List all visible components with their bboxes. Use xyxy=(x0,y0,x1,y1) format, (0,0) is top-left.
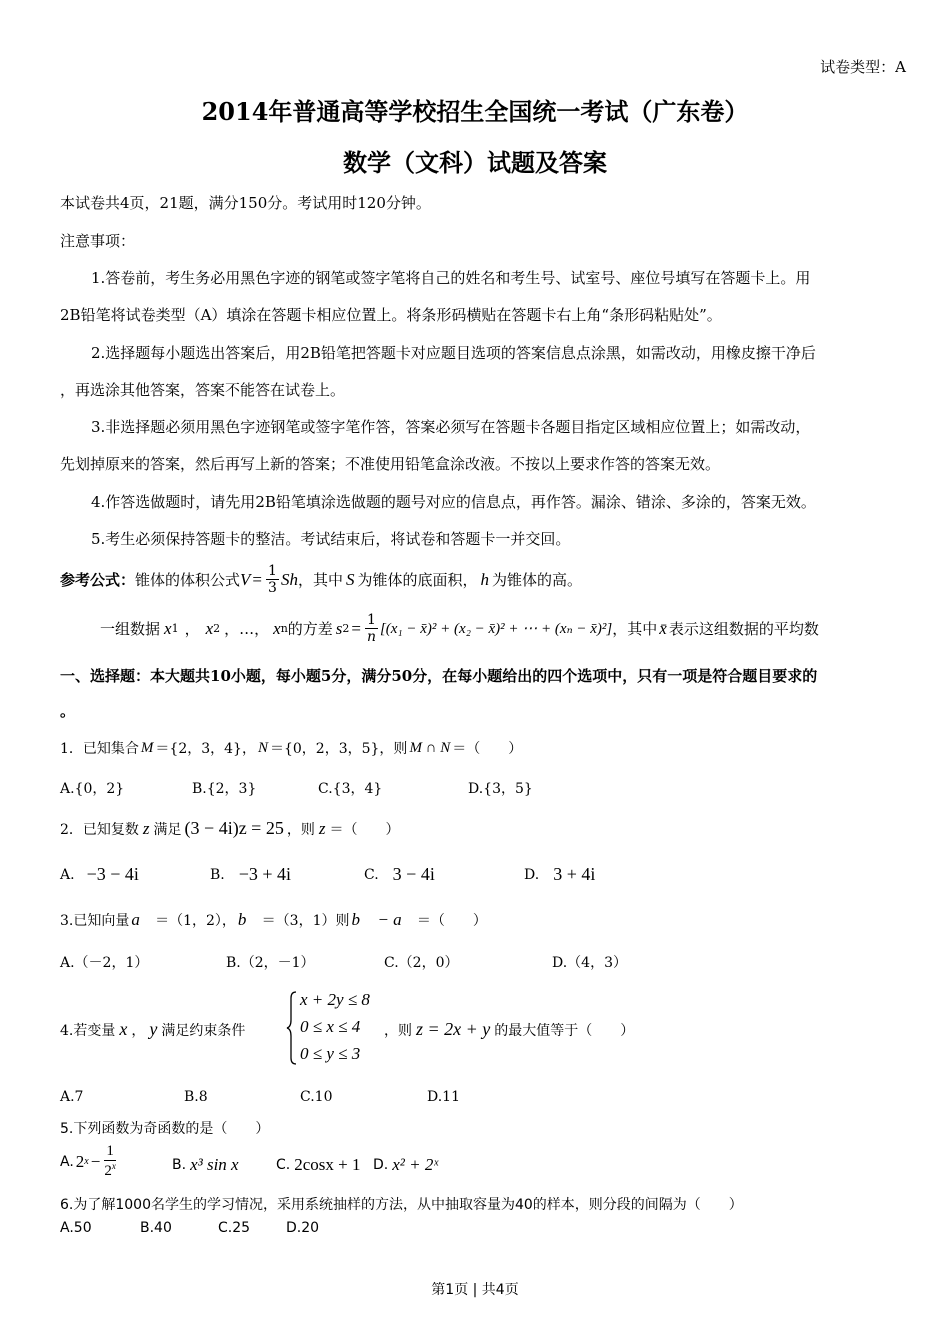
formula-text: ，…， xyxy=(224,620,270,638)
math-superscript: x xyxy=(84,1156,89,1167)
option-label: C. xyxy=(364,866,379,883)
notes-heading: 注意事项： xyxy=(60,232,136,250)
question-text: ，则 xyxy=(384,1022,412,1039)
math-var: s xyxy=(335,618,343,638)
answer-option[interactable]: C.（2，0） xyxy=(384,955,459,971)
answer-option[interactable]: B.8 xyxy=(184,1089,208,1105)
math-var: x xyxy=(273,618,281,638)
answer-option[interactable]: C.25 xyxy=(218,1220,251,1236)
fraction-denominator: 2 xyxy=(104,1163,112,1179)
math-var: Sh xyxy=(280,569,298,589)
question-text: ＝{0，2，3，5}，则 xyxy=(269,741,408,757)
brace-icon xyxy=(286,990,298,1066)
question-text: 满足约束条件 xyxy=(161,1022,246,1039)
question-text: 满足 xyxy=(153,821,182,838)
option-value: −3 − 4i xyxy=(86,864,139,884)
answer-option[interactable]: B.40 xyxy=(140,1220,172,1236)
paper-type: 试卷类型：A xyxy=(820,58,906,76)
math-vector: a⃗ xyxy=(131,910,154,929)
note-line: 3.非选择题必须用黑色字迹钢笔或签字笔作答，答案必须写在答题卡各题目指定区域相应位置上；如需改动， xyxy=(91,418,811,436)
formula-text: 锥体的体积公式 xyxy=(135,571,241,589)
math-subscript: n xyxy=(280,622,288,635)
math-op: = xyxy=(252,569,263,589)
answer-option[interactable]: A.50 xyxy=(60,1220,92,1236)
question-text: 4.若变量 xyxy=(60,1022,116,1039)
math-expression: z = 2x + y xyxy=(416,1019,491,1039)
answer-option[interactable] xyxy=(60,1144,118,1179)
constraint-line: 0 ≤ x ≤ 4 xyxy=(300,1017,361,1036)
fraction-numerator: 1 xyxy=(106,1143,114,1159)
option-label: A. xyxy=(60,866,75,883)
question-1-stem xyxy=(60,738,522,758)
question-2-stem xyxy=(60,818,399,839)
page-title: 2014年普通高等学校招生全国统一考试（广东卷） xyxy=(201,97,749,126)
math-expression: M ∩ N xyxy=(409,739,451,756)
fraction-denominator: n xyxy=(366,629,376,645)
question-text: ＝{2，3，4}， xyxy=(155,741,256,757)
formula-label: 参考公式： xyxy=(60,571,136,589)
formula-text: 为锥体的底面积， xyxy=(357,571,478,589)
note-line: 5.考生必须保持答题卡的整洁。考试结束后，将试卷和答题卡一并交回。 xyxy=(91,530,571,548)
note-line: 2B铅笔将试卷类型（A）填涂在答题卡相应位置上。将条形码横贴在答题卡右上角“条形码粘贴处”。 xyxy=(60,306,722,324)
answer-option[interactable]: D.11 xyxy=(427,1089,460,1105)
fraction-numerator: 1 xyxy=(367,612,376,628)
formula-text: 一组数据 xyxy=(100,620,161,638)
option-value: 3 − 4i xyxy=(392,864,435,884)
fraction xyxy=(266,564,279,595)
section-heading: 一、选择题：本大题共10小题，每小题5分，满分50分，在每小题给出的四个选项中，只有一项是符合题目要求的 xyxy=(60,667,818,685)
math-var: y xyxy=(149,1019,158,1039)
answer-option[interactable]: A.（－2，1） xyxy=(60,955,149,971)
question-3-stem xyxy=(60,910,487,930)
formula-text: ，其中 xyxy=(297,571,343,589)
answer-option[interactable]: A.{0，2} xyxy=(60,781,125,797)
note-line: 1.答卷前，考生务必用黑色字迹的钢笔或签字笔将自己的姓名和考生号、试室号、座位号填写在答题卡上。用 xyxy=(91,269,811,287)
question-5-stem: 5.下列函数为奇函数的是（ ） xyxy=(60,1121,270,1137)
math-var: V xyxy=(240,569,251,589)
fraction-numerator: 1 xyxy=(268,563,277,579)
question-text: ， xyxy=(131,1022,146,1039)
constraint-line: 0 ≤ y ≤ 3 xyxy=(300,1044,361,1063)
math-var: x̄ xyxy=(659,618,667,638)
formula-text: 为锥体的高。 xyxy=(491,571,582,589)
option-label: B. xyxy=(210,866,225,883)
math-var: x xyxy=(205,618,214,638)
intro-text: 本试卷共4页，21题，满分150分。考试用时120分钟。 xyxy=(60,194,431,212)
math-expression: b⃗ − a⃗ xyxy=(351,910,415,929)
question-text: ＝（ ） xyxy=(416,913,487,929)
question-text: 3.已知向量 xyxy=(60,913,130,929)
question-text: ，则 xyxy=(286,821,315,838)
formula-text: ，其中 xyxy=(612,620,658,638)
variance-expression: [(x₁ − x̄)² + (x₂ − x̄)² + ⋯ + (xₙ − x̄)²] xyxy=(379,621,613,637)
answer-option[interactable]: D.{3，5} xyxy=(468,781,533,797)
math-expression: (3 − 4i)z = 25 xyxy=(184,818,284,838)
formula-text: 的方差 xyxy=(287,620,333,638)
math-op: − xyxy=(90,1151,101,1171)
math-number: 2 xyxy=(75,1151,85,1171)
math-op: = xyxy=(351,618,362,638)
option-value: 3 + 4i xyxy=(553,864,596,884)
answer-option[interactable] xyxy=(524,864,595,885)
option-label: A. xyxy=(60,1153,74,1170)
question-text: 1．已知集合 xyxy=(60,741,139,757)
answer-option[interactable]: C.{3，4} xyxy=(318,781,383,797)
option-value: x³ sin x xyxy=(190,1155,239,1174)
question-6-stem: 6.为了解1000名学生的学习情况，采用系统抽样的方法，从中抽取容量为40的样本，则分段的间隔为（ ） xyxy=(60,1197,743,1213)
question-4-tail xyxy=(384,1019,634,1040)
cone-formula-line xyxy=(60,564,582,595)
note-line: ，再选涂其他答案，答案不能答在试卷上。 xyxy=(60,381,346,399)
note-line: 4.作答选做题时，请先用2B铅笔填涂选做题的题号对应的信息点，再作答。漏涂、错涂、多涂的，答案无效。 xyxy=(91,493,816,511)
page-subtitle: 数学（文科）试题及答案 xyxy=(343,148,607,177)
note-line: 先划掉原来的答案，然后再写上新的答案；不准使用铅笔盒涂改液。不按以上要求作答的答案无效。 xyxy=(60,455,721,473)
answer-option[interactable] xyxy=(60,864,139,885)
answer-option[interactable]: B.{2，3} xyxy=(192,781,257,797)
math-var: z xyxy=(318,818,326,838)
question-4-stem xyxy=(60,1019,245,1040)
formula-text: 表示这组数据的平均数 xyxy=(668,620,819,638)
option-label: D. xyxy=(524,866,540,883)
question-text: ＝（ ） xyxy=(452,741,523,757)
answer-option[interactable] xyxy=(210,864,291,885)
option-label: B. xyxy=(172,1157,187,1173)
math-superscript: 2 xyxy=(342,622,350,635)
constraint-line: x + 2y ≤ 8 xyxy=(300,990,370,1009)
option-label: D. xyxy=(373,1157,389,1173)
answer-option[interactable] xyxy=(276,1155,360,1175)
math-var: N xyxy=(257,739,268,756)
answer-option[interactable]: B.（2，－1） xyxy=(226,955,315,971)
note-line: 2.选择题每小题选出答案后，用2B铅笔把答题卡对应题目选项的答案信息点涂黑，如需改动，用橡皮擦干净后 xyxy=(91,344,816,362)
math-var: S xyxy=(345,569,355,589)
question-text: ＝（3，1）则 xyxy=(261,913,350,929)
fraction xyxy=(365,613,378,644)
math-superscript: x xyxy=(111,1161,116,1171)
math-vector: b⃗ xyxy=(237,910,260,929)
math-subscript: 1 xyxy=(171,622,179,635)
option-label: C. xyxy=(276,1157,291,1173)
answer-option[interactable]: D.（4，3） xyxy=(552,955,627,971)
answer-option[interactable] xyxy=(172,1155,239,1175)
math-subscript: 2 xyxy=(213,622,221,635)
option-value: 2cosx + 1 xyxy=(294,1155,361,1174)
question-text: ＝（1，2）， xyxy=(155,913,236,929)
math-var: h xyxy=(480,569,489,589)
formula-text: ， xyxy=(184,620,200,638)
question-text: 2．已知复数 xyxy=(60,821,139,838)
math-var: M xyxy=(140,739,154,756)
fraction-denominator: 3 xyxy=(268,580,277,596)
fraction xyxy=(104,1144,116,1179)
math-var: z xyxy=(142,818,150,838)
answer-option[interactable]: A.7 xyxy=(60,1089,84,1105)
page-number: 第1页 | 共4页 xyxy=(431,1282,519,1298)
math-var: x xyxy=(119,1019,128,1039)
question-text: 的最大值等于（ ） xyxy=(494,1022,635,1039)
section-heading-end: 。 xyxy=(60,702,76,720)
math-var: x xyxy=(164,618,172,638)
answer-option[interactable]: D.20 xyxy=(286,1220,320,1236)
variance-formula-line xyxy=(100,613,819,644)
answer-option[interactable] xyxy=(373,1155,438,1175)
option-value: x² + 2ˣ xyxy=(392,1155,439,1174)
answer-option[interactable]: C.10 xyxy=(300,1089,333,1105)
answer-option[interactable] xyxy=(364,864,435,885)
option-value: −3 + 4i xyxy=(238,864,292,884)
question-text: ＝（ ） xyxy=(329,821,400,838)
